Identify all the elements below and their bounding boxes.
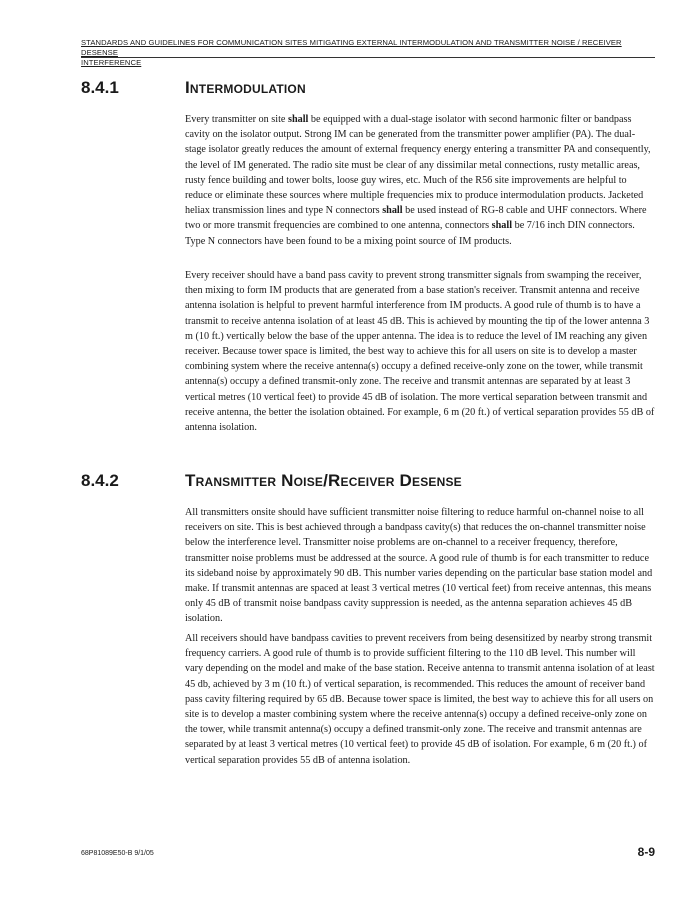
running-header <box>81 38 655 68</box>
document-id: 68P81089E50-B 9/1/05 <box>81 850 154 857</box>
paragraph-intermodulation-2: Every receiver should have a band pass cavity to prevent strong transmitter signals from swamping the receiver, then mixing to form IM products that are generated from a base station's receiver. Transmit antenna and receive antenna isolation is helpful to prevent harmful interference from IM products. A good rule of thumb is to have a transmit to receive antenna isolation of at least 45 dB. This is achieved by mounting the tip of the lower antenna 3 m (10 ft.) vertically below the base of the upper antenna. The idea is to reduce the level of IM reaching any given receiver. Because tower space is limited, the best way to achieve this for all users on site is to develop a master combining system where the receive antenna(s) occupy a defined receive-only zone on the tower, while transmit antenna(s) occupy a defined transmit-only zone. The receive and transmit antennas are separated by at least 3 vertical metres (10 vertical feet) to provide 45 dB of isolation. The more vertical separation between transmit and receive antenna, the better the isolation obtained. For example, 6 m (20 ft.) of vertical separation provides 55 dB of antenna isolation. <box>185 270 655 434</box>
header-divider <box>81 57 655 58</box>
running-header-line1: STANDARDS AND GUIDELINES FOR COMMUNICATION SITES MITIGATING EXTERNAL INTERMODULATION AND TRANSMITTER NOISE / RECEIVER DESENSE <box>81 38 622 57</box>
section-number-8-4-2: 8.4.2 <box>81 471 119 490</box>
section-number-8-4-1: 8.4.1 <box>81 78 119 97</box>
paragraph-transmitter-noise-1: All transmitters onsite should have sufficient transmitter noise filtering to reduce harmful on-channel noise to all receivers on site. This is best achieved through a bandpass cavity(s) that reduces the on-channel transmitter noise below the interference level. Transmitter noise problems are on-channel to a receiver frequency, therefore, transmitter noise problems must be addressed at the source. A good rule of thumb is for each transmitter to reduce its sideband noise by approximately 90 dB. This number varies depending on the particular base station model and make. If transmit antennas are spaced at least 3 vertical metres (10 vertical feet) from receive antennas, this means only 45 dB of transmit noise bandpass cavity suppression is needed, as the antenna separation achieves 45 dB isolation. <box>185 507 653 625</box>
paragraph-transmitter-noise-2: All receivers should have bandpass cavities to prevent receivers from being desensitized by nearby strong transmit frequency carriers. A good rule of thumb is to provide sufficient filtering to the 110 dB level. This number will vary depending on the model and make of the base station. Receive antenna to transmit antenna isolation of at least 45 db, achieved by 3 m (10 ft.) of vertical separation, is recommended. This reduces the amount of receiver band pass cavity filtering required by 65 dB. Because tower space is limited, the best way to achieve this for all users on site is to develop a master combining system where the receive antenna(s) occupy a defined receive-only zone on the tower, while transmit antenna(s) occupy a defined transmit-only zone. The receive and transmit antennas are separated by at least 3 vertical metres (10 vertical feet) to provide 45 dB of isolation. For example, 6 m (20 ft.) of vertical separation provides 55 dB of antenna isolation. <box>185 633 655 766</box>
paragraph-intermodulation-1: Every transmitter on site shall be equipped with a dual-stage isolator with second harmonic filter or bandpass cavity on the isolator output. Strong IM can be generated from the transmitter power amplifier (PA). The dual-stage isolator greatly reduces the amount of external frequency energy entering a transmitter PA and consequently, the level of IM generated. The radio site must be clear of any dissimilar metal connections, rusty metallic areas, rusty fence building and tower bolts, loose guy wires, etc. Much of the R56 site improvements are helpful to reduce or eliminate these sources where multiple frequencies mix to produce intermodulation products. Jacketed heliax transmission lines and type N connectors shall be used instead of RG-8 cable and UHF connectors. Where two or more transmit frequencies are combined to one antenna, connectors shall be 7/16 inch DIN connectors. Type N connectors have been found to be a mixing point source of IM products. <box>185 114 651 247</box>
section-title-intermodulation: Intermodulation <box>185 78 306 97</box>
section-title-transmitter-noise: Transmitter Noise/Receiver Desense <box>185 471 462 490</box>
page-number: 8-9 <box>637 845 655 859</box>
running-header-line2: INTERFERENCE <box>81 58 142 67</box>
